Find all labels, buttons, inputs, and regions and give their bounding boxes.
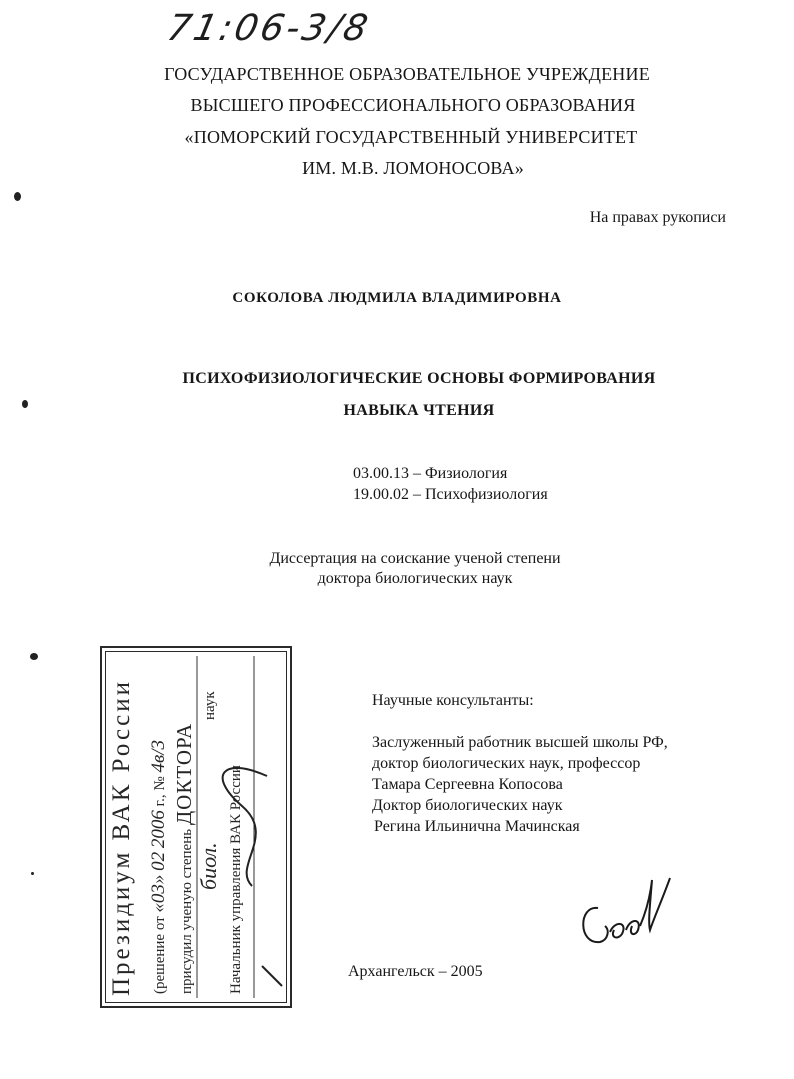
stamp-decision-number: 4в/3: [148, 740, 169, 773]
stamp-degree-title: ДОКТОРА: [172, 722, 196, 826]
stamp-field-handwritten: биол.: [196, 842, 221, 890]
degree-purpose-line-2: доктора биологических наук: [317, 570, 513, 587]
author-name: СОКОЛОВА ЛЮДМИЛА ВЛАДИМИРОВНА: [232, 290, 562, 306]
stamp-decision-year: 2006: [148, 810, 169, 849]
consultant-line: Тамара Сергеевна Копосова: [372, 776, 563, 793]
stamp-handwriting-strokes: [102, 648, 290, 1006]
consultant-line: доктор биологических наук, профессор: [372, 755, 641, 772]
scan-speck: [31, 872, 34, 875]
stamp-degree-prefix: присудил ученую степень: [179, 828, 195, 994]
degree-purpose-line-1: Диссертация на соискание ученой степени: [269, 550, 561, 567]
institution-line-2: ВЫСШЕГО ПРОФЕССИОНАЛЬНОГО ОБРАЗОВАНИЯ: [190, 95, 636, 115]
consultant-line: Регина Ильинична Мачинская: [374, 818, 580, 835]
consultant-line: Доктор биологических наук: [372, 797, 563, 814]
institution-line-1: ГОСУДАРСТВЕННОЕ ОБРАЗОВАТЕЛЬНОЕ УЧРЕЖДЕНИЕ: [164, 64, 650, 84]
institution-line-4: ИМ. М.В. ЛОМОНОСОВА»: [302, 158, 524, 178]
scan-speck: [14, 192, 21, 201]
scan-speck: [30, 653, 38, 660]
thesis-title-line-1: ПСИХОФИЗИОЛОГИЧЕСКИЕ ОСНОВЫ ФОРМИРОВАНИЯ: [182, 370, 656, 387]
scan-speck: [22, 400, 28, 408]
manuscript-rights-note: На правах рукописи: [589, 209, 726, 226]
thesis-title-line-2: НАВЫКА ЧТЕНИЯ: [343, 402, 495, 419]
consultants-heading: Научные консультанты:: [372, 692, 534, 709]
stamp-official-line: Начальник управления ВАК России: [228, 765, 244, 994]
stamp-decision-month: 02: [148, 851, 169, 871]
stamp-decision-day: «03»: [148, 874, 169, 913]
stamp-presidium-line: Президиум ВАК России: [108, 679, 135, 996]
specialty-code-physiology: 03.00.13 – Физиология: [353, 465, 508, 482]
stamp-content: [102, 648, 290, 1006]
consultant-line: Заслуженный работник высшей школы РФ,: [372, 734, 668, 751]
specialty-code-psychophysiology: 19.00.02 – Психофизиология: [353, 486, 548, 503]
institution-line-3: «ПОМОРСКИЙ ГОСУДАРСТВЕННЫЙ УНИВЕРСИТЕТ: [184, 127, 638, 147]
consultant-signature: [570, 860, 680, 960]
stamp-field-suffix: биол. наук: [196, 691, 221, 890]
city-and-year: Архангельск – 2005: [348, 963, 483, 980]
vak-approval-stamp: [100, 646, 292, 1008]
stamp-decision-prefix: (решение от: [152, 916, 168, 994]
catalog-number: 71:06-3/8: [163, 8, 375, 49]
stamp-decision-number-prefix: г., №: [152, 776, 168, 807]
